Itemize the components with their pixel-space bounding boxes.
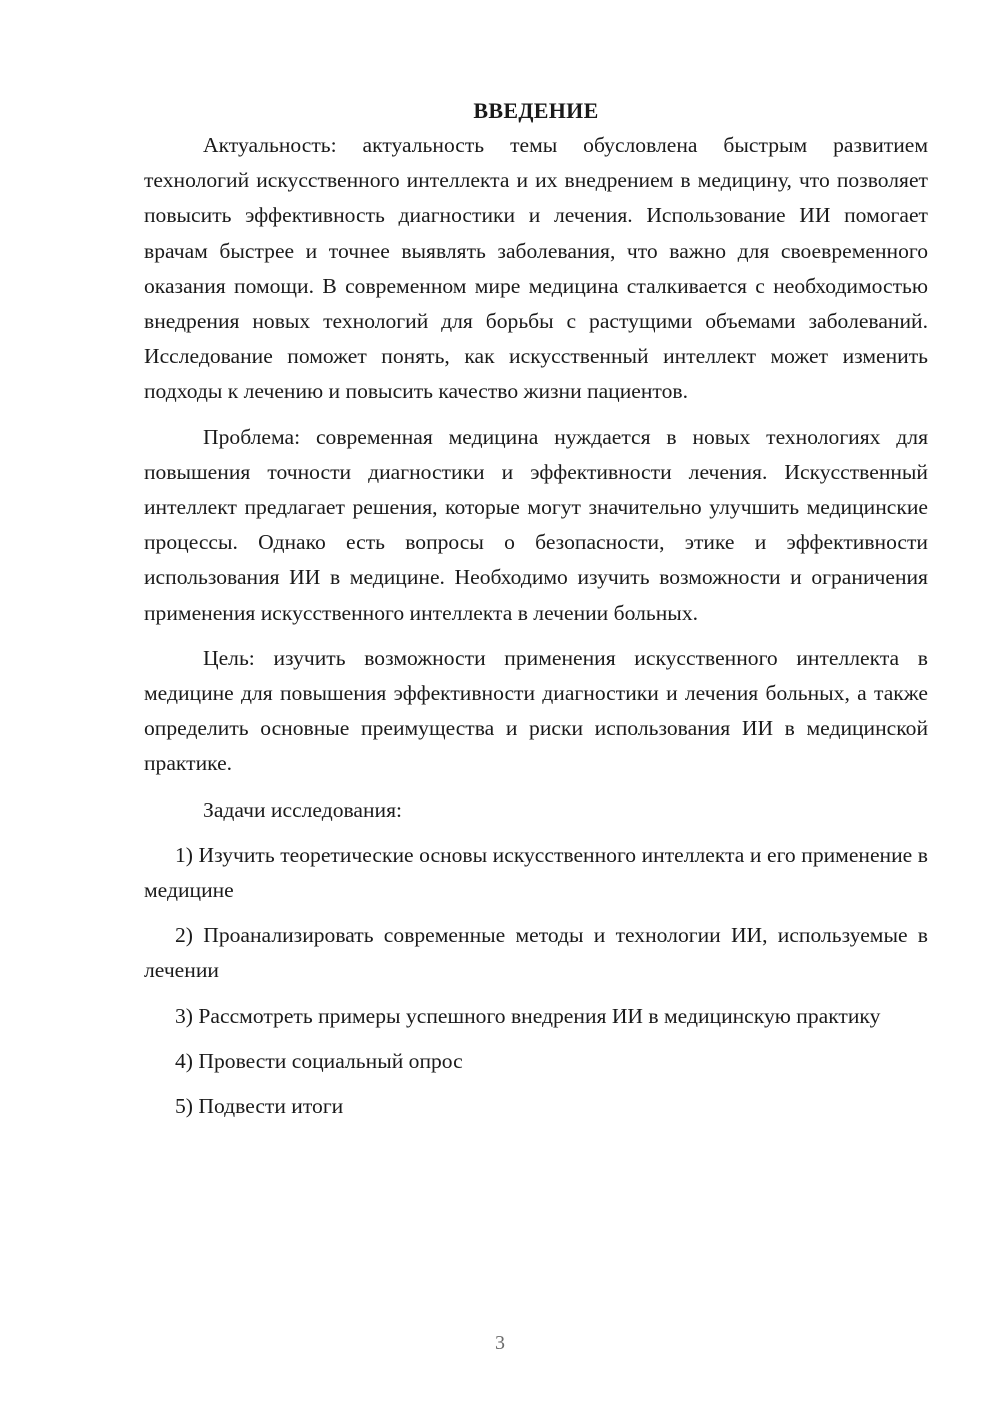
tasks-list bbox=[144, 838, 928, 1124]
paragraph-problem: Проблема: современная медицина нуждается в новых технологиях для повышения точности диагностики и эффективности лечения. Искусственный интеллект предлагает решения, которые могут значительно улучшить медицинские процессы. Однако есть вопросы о безопасности, этике и эффективности использования ИИ в медицине. Необходимо изучить возможности и ограничения применения искусственного интеллекта в лечении больных. bbox=[144, 424, 928, 625]
tasks-intro: Задачи исследования: bbox=[203, 797, 403, 822]
list-item: 3) Рассмотреть примеры успешного внедрения ИИ в медицинскую практику bbox=[175, 1003, 881, 1028]
list-item: 4) Провести социальный опрос bbox=[175, 1048, 463, 1073]
page-number: 3 bbox=[495, 1332, 505, 1354]
page-title: ВВЕДЕНИЕ bbox=[473, 98, 599, 123]
list-item: 1) Изучить теоретические основы искусственного интеллекта и его применение в медицине bbox=[144, 842, 928, 903]
list-item: 5) Подвести итоги bbox=[175, 1094, 344, 1119]
paragraph-goal: Цель: изучить возможности применения искусственного интеллекта в медицине для повышения эффективности диагностики и лечения больных, а также определить основные преимущества и риски использования ИИ в медицинской практике. bbox=[144, 645, 928, 776]
list-item: 2) Проанализировать современные методы и технологии ИИ, используемые в лечении bbox=[144, 923, 928, 983]
document-page bbox=[144, 93, 928, 1124]
paragraph-relevance: Актуальность: актуальность темы обусловлена быстрым развитием технологий искусственного интеллекта и их внедрением в медицину, что позволяет повысить эффективность диагностики и лечения. Использование ИИ помогает врачам быстрее и точнее выявлять заболевания, что важно для своевременного оказания помощи. В современном мире медицина сталкивается с необходимостью внедрения новых технологий для борьбы с растущими объемами заболеваний. Исследование поможет понять, как искусственный интеллект может изменить подходы к лечению и повысить качество жизни пациентов. bbox=[144, 133, 928, 404]
